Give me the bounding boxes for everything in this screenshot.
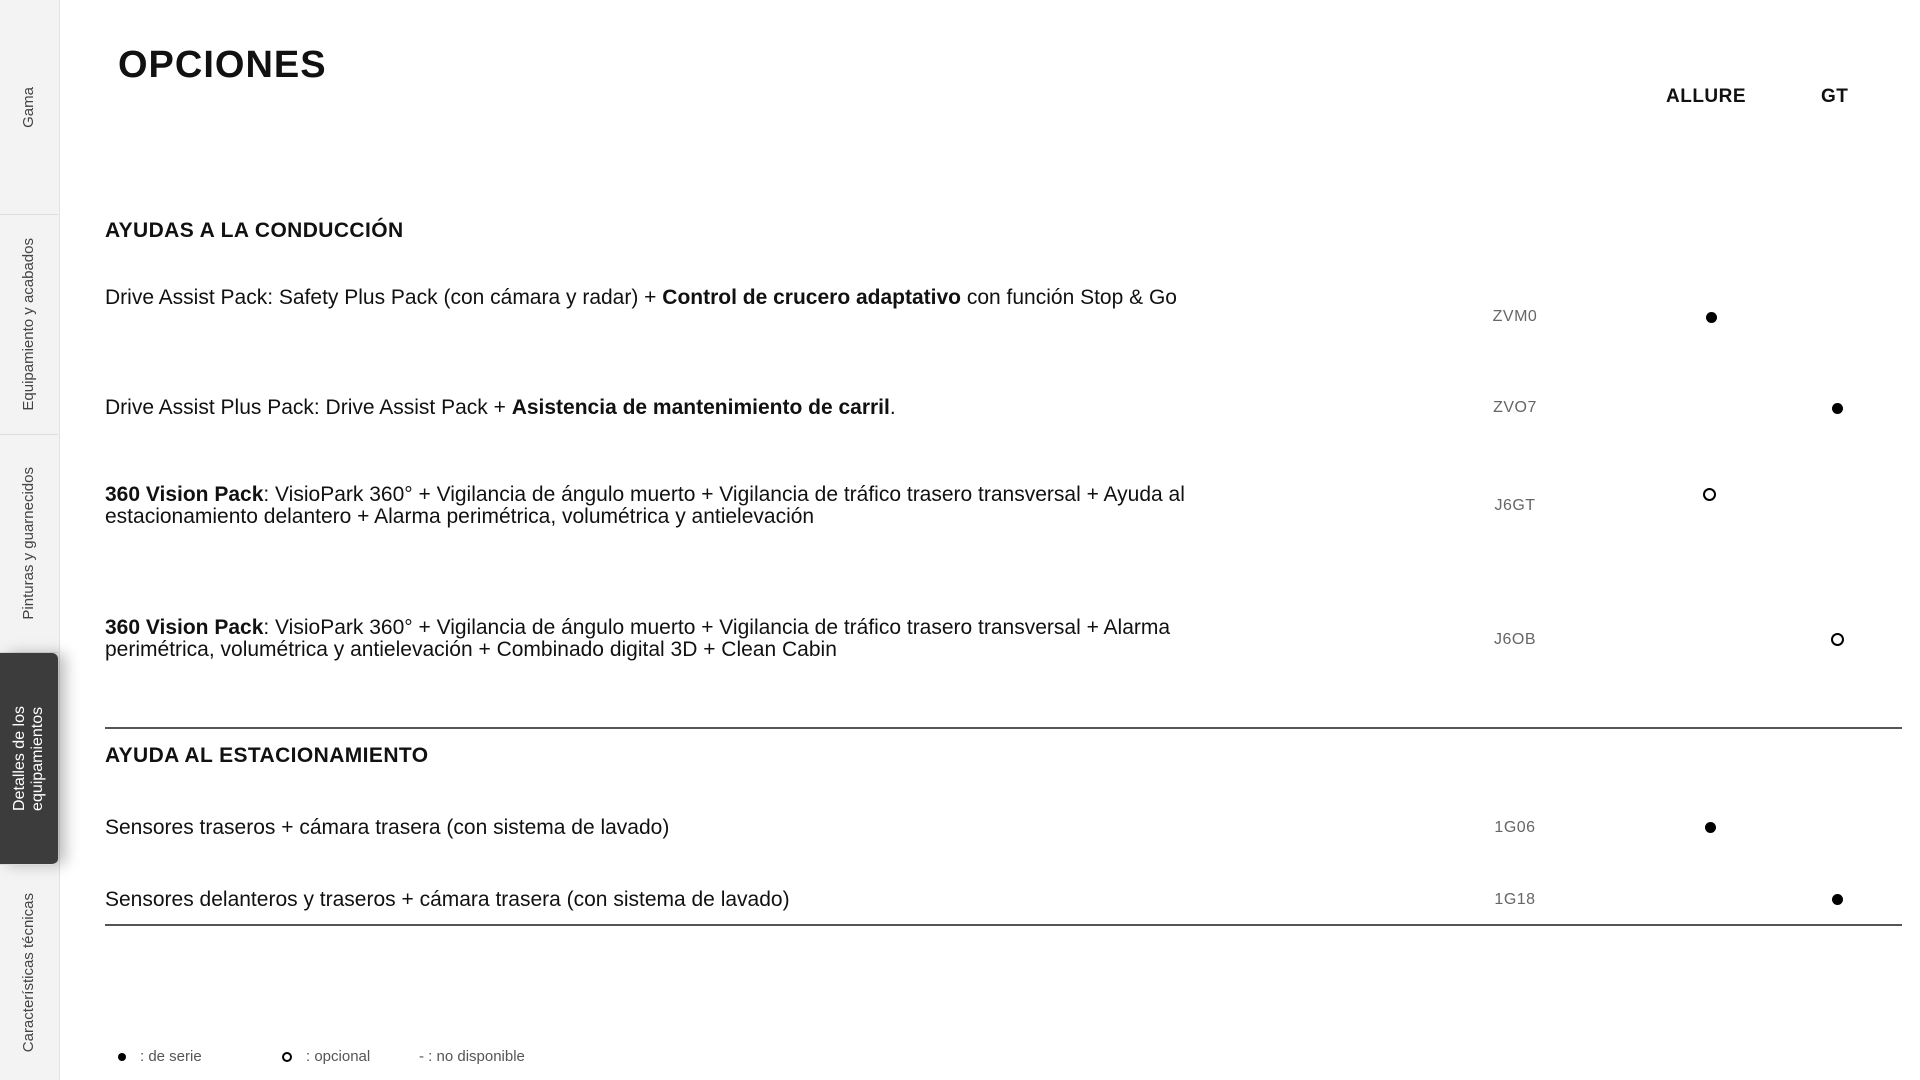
legend-optional: [282, 1048, 370, 1065]
column-header-gt: GT: [1821, 86, 1849, 107]
legend-standard-label: : de serie: [140, 1048, 202, 1065]
tab-caracteristicas-tecnicas[interactable]: [0, 865, 58, 1080]
option-code: 1G18: [1494, 891, 1536, 908]
tab-label: Equipamiento y acabados: [20, 238, 37, 411]
availability-mark-allure: [1703, 488, 1716, 501]
tab-pinturas-y-guarnecidos[interactable]: [0, 435, 58, 653]
availability-mark-gt: [1831, 633, 1844, 646]
tab-detalles-de-los-equipamientos[interactable]: [0, 653, 58, 865]
availability-mark-gt: [1832, 894, 1843, 905]
availability-mark-allure: [1705, 822, 1716, 833]
option-row-text: Sensores traseros + cámara trasera (con sistema de lavado): [105, 816, 670, 839]
tab-label: Características técnicas: [20, 892, 37, 1053]
option-code: J6OB: [1493, 631, 1536, 648]
tab-label: Gama: [20, 86, 37, 128]
option-row-text: 360 Vision Pack: VisioPark 360° + Vigilancia de ángulo muerto + Vigilancia de tráfico trasero transversal + Alarma perimétrica, volumétrica y antielevación + Combinado digital 3D + Clean Cabin: [105, 616, 1171, 661]
legend-not-available: [419, 1048, 525, 1065]
tab-equipamiento-y-acabados[interactable]: [0, 215, 58, 435]
legend-standard: [118, 1048, 202, 1065]
optional-ring-icon: [282, 1052, 292, 1062]
availability-mark-allure: [1706, 312, 1717, 323]
option-row-text: 360 Vision Pack: VisioPark 360° + Vigilancia de ángulo muerto + Vigilancia de tráfico trasero transversal + Ayuda al estacionamiento delantero + Alarma perimétrica, volumétrica y antielevación: [105, 483, 1185, 528]
availability-mark-gt: [1832, 403, 1843, 414]
section-tab-rail: [0, 0, 60, 1080]
standard-dot-icon: [118, 1053, 126, 1061]
section-title-ayudas-conduccion: AYUDAS A LA CONDUCCIÓN: [105, 219, 404, 242]
column-header-allure: ALLURE: [1666, 86, 1747, 107]
tab-label: Detalles de los equipamientos: [11, 706, 46, 811]
option-row-text: Drive Assist Pack: Safety Plus Pack (con cámara y radar) + Control de crucero adaptativo con función Stop & Go: [105, 286, 1177, 309]
option-code: ZVO7: [1493, 399, 1537, 416]
option-row-text: Drive Assist Plus Pack: Drive Assist Pack + Asistencia de mantenimiento de carril.: [105, 396, 896, 419]
section-title-ayuda-estacionamiento: AYUDA AL ESTACIONAMIENTO: [105, 744, 429, 767]
tab-label: Pinturas y guarnecidos: [20, 467, 37, 620]
option-code: J6GT: [1494, 497, 1536, 514]
option-code: ZVM0: [1492, 308, 1538, 325]
legend-optional-label: : opcional: [306, 1048, 371, 1065]
section-divider: [105, 924, 1902, 926]
tab-gama[interactable]: [0, 0, 58, 215]
page-title: OPCIONES: [118, 44, 327, 86]
legend-not-available-label: - : no disponible: [419, 1048, 525, 1065]
section-divider: [105, 727, 1902, 729]
option-code: 1G06: [1494, 819, 1536, 836]
option-row-text: Sensores delanteros y traseros + cámara trasera (con sistema de lavado): [105, 888, 790, 911]
